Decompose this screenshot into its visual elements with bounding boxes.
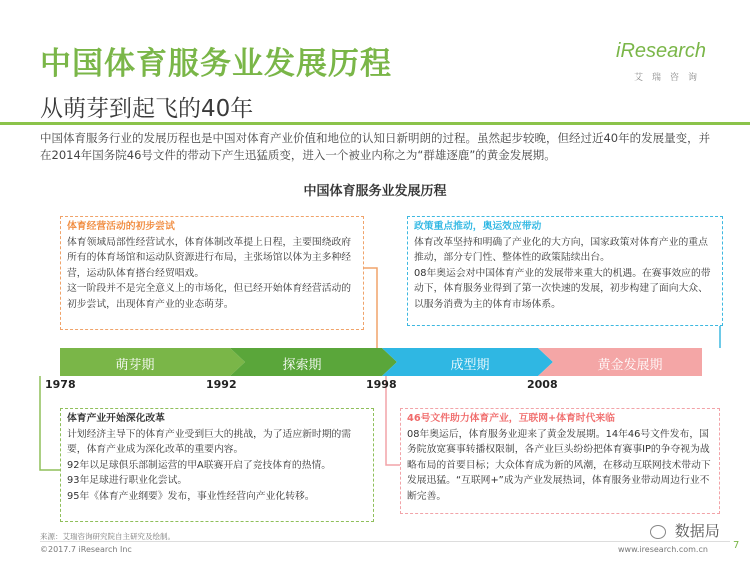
box-text: 计划经济主导下的体育产业受到巨大的挑战，为了适应新时期的需要，体育产业成为深化改革的重要内容。 — [67, 428, 352, 456]
box-text: 这一阶段并不是完全意义上的市场化，但已经开始体育经营活动的初步尝试，出现体育产业的业态萌芽。 — [67, 283, 352, 310]
box-heading: 体育产业开始深化改革 — [67, 413, 165, 424]
footer-url: www.iresearch.com.cn — [618, 545, 708, 554]
source-note: 来源：艾瑞咨询研究院自主研究及绘制。 — [40, 532, 175, 541]
logo-subtext: 艾瑞咨询 — [634, 73, 707, 83]
wechat-icon — [650, 525, 666, 539]
box-heading: 46号文件助力体育产业，互联网+体育时代来临 — [407, 413, 615, 424]
stage-label-exploration: 探索期 — [282, 358, 322, 373]
box-text: 92年以足球俱乐部制运营的甲A联赛开启了竞技体育的热情。 — [67, 459, 332, 471]
box-golden-period — [400, 408, 720, 514]
box-text: 体育改革坚持和明确了产业化的大方向，国家政策对体育产业的重点推动，部分专门性、整体性的政策陆续出台。 — [414, 236, 708, 264]
box-initial-attempt — [60, 216, 364, 330]
year-label: 1998 — [366, 378, 397, 391]
stage-label-forming: 成型期 — [450, 358, 490, 373]
watermark — [650, 520, 720, 541]
box-heading: 政策重点推动，奥运效应带动 — [414, 221, 542, 232]
diagram-title: 中国体育服务业发展历程 — [303, 184, 447, 199]
page-subtitle: 从萌芽到起飞的40年 — [40, 96, 254, 122]
stage-label-golden: 黄金发展期 — [597, 358, 663, 373]
watermark-text: 数据局 — [674, 522, 720, 540]
copyright: ©2017.7 iResearch Inc — [40, 545, 132, 554]
year-label: 2008 — [527, 378, 558, 391]
intro-paragraph: 中国体育服务行业的发展历程也是中国对体育产业价值和地位的认知日新明朗的过程。虽然起步较晚，但经过近40年的发展量变，并在2014年国务院46号文件的带动下产生迅猛质变，进入一个被业内称之为“群雄逐鹿”的黄金发展期。 — [40, 131, 711, 162]
box-text: 95年《体育产业纲要》发布，事业性经营向产业化转移。 — [67, 490, 315, 502]
footer-divider — [40, 541, 730, 542]
stage-label-budding: 萌芽期 — [115, 358, 155, 373]
logo-text: iResearch — [616, 40, 707, 62]
box-deepening-reform — [60, 408, 374, 522]
year-label: 1992 — [206, 378, 237, 391]
year-label: 1978 — [45, 378, 76, 391]
box-heading: 体育经营活动的初步尝试 — [67, 221, 175, 232]
box-text: 93年足球进行职业化尝试。 — [67, 475, 188, 487]
page-title: 中国体育服务业发展历程 — [40, 46, 392, 82]
box-policy-olympics — [407, 216, 723, 326]
box-text: 体育领域局部性经营试水，体育体制改革提上日程，主要围绕政府所有的体育场馆和运动队资源进行布局，主张场馆以体为主多种经营，运动队体育搭台经贸唱戏。 — [67, 236, 352, 279]
box-text: 08年奥运会对中国体育产业的发展带来重大的机遇。在赛事效应的带动下，体育服务业得到了第一次快速的发展，初步构建了面向大众、以服务消费为主的体育市场体系。 — [414, 267, 711, 310]
page-number: 7 — [733, 540, 740, 551]
box-text: 08年奥运后，体育服务业迎来了黄金发展期。14年46号文件发布，国务院放宽赛事转播权限制，各产业巨头纷纷把体育赛事IP的争夺视为战略布局的首要目标；大众体育成为新的风潮，在移动互联网技术带动下发展迅猛。“互联网+”成为产业发展热词，体育服务业带动周边行业不断完善。 — [407, 428, 711, 502]
